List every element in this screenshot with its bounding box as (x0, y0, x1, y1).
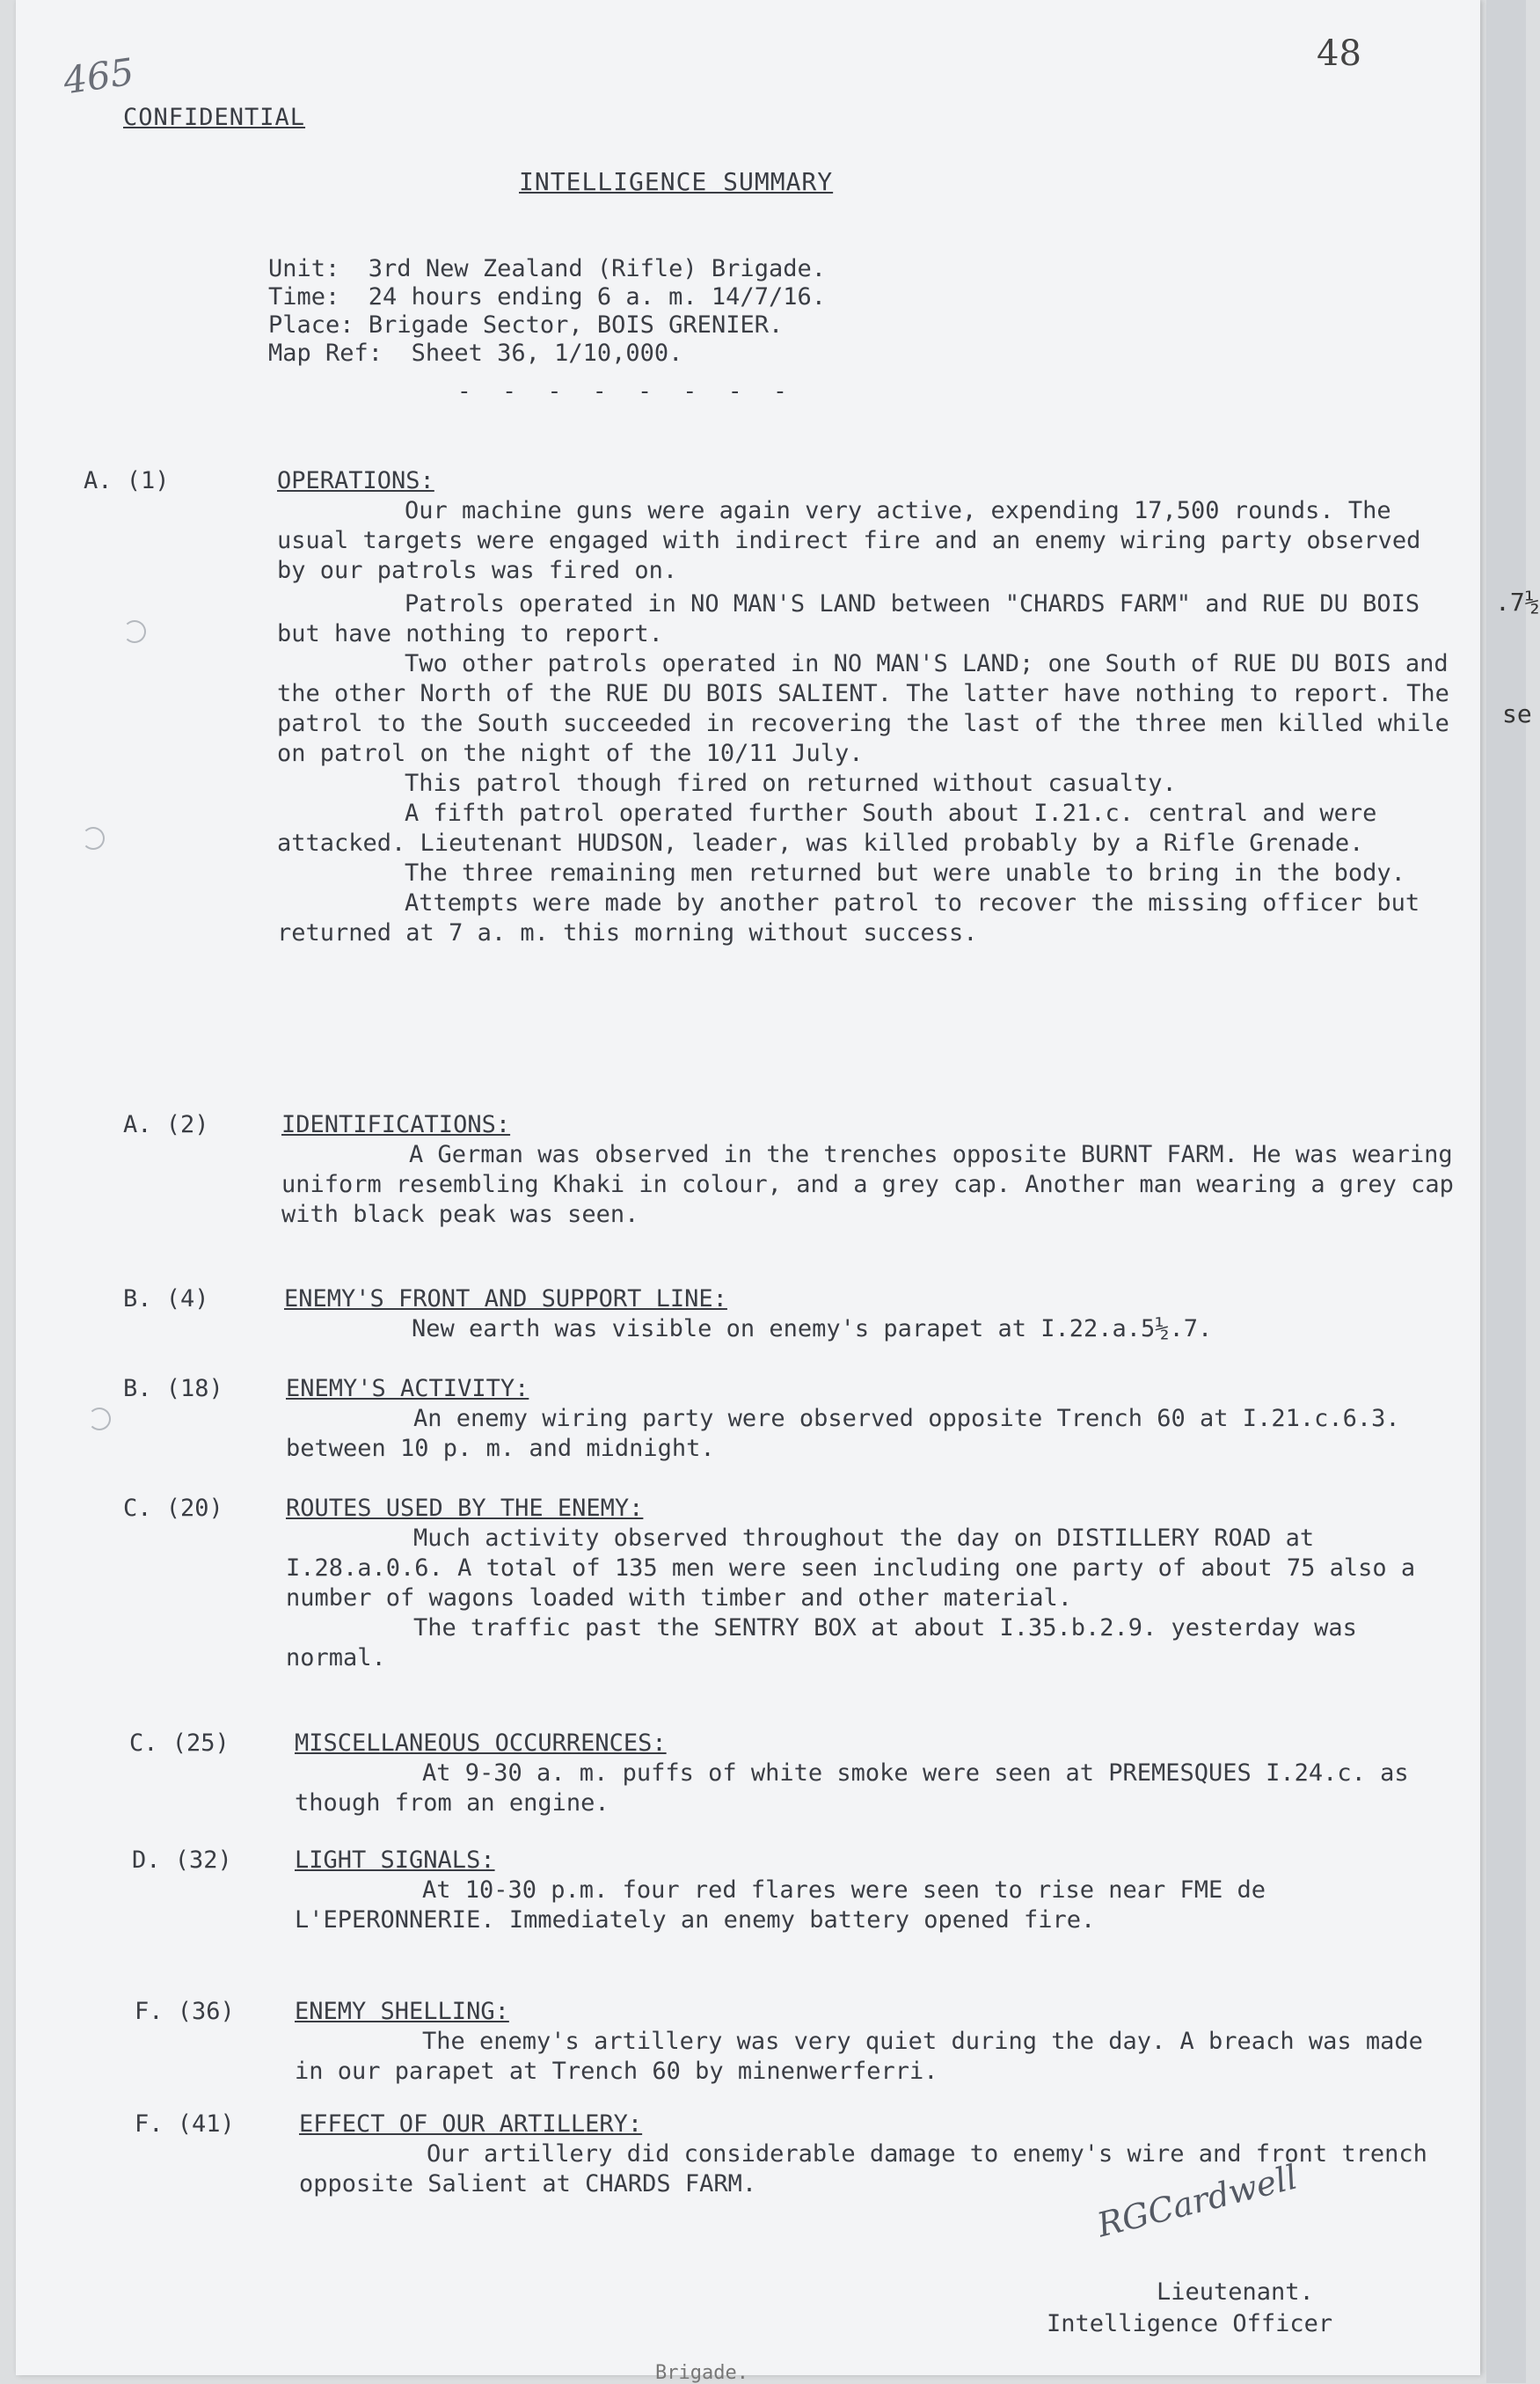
section-code: C. (25) (129, 1729, 230, 1757)
time-value: 24 hours ending 6 a. m. 14/7/16. (368, 283, 826, 311)
section-heading: OPERATIONS: (277, 467, 434, 494)
underlying-page-edge (1486, 0, 1526, 2383)
paragraph: This patrol though fired on returned without casualty. (405, 770, 1177, 797)
map-ref-label: Map Ref: (268, 340, 383, 367)
section-heading: LIGHT SIGNALS: (295, 1847, 495, 1874)
paragraph: The three remaining men returned but were unable to bring in the body. (405, 859, 1405, 887)
cut-off-footer-text: Brigade. (655, 2362, 748, 2384)
section-light-signals (84, 1846, 1456, 1935)
unit-row (268, 255, 826, 283)
section-enemy-shelling (84, 1997, 1456, 2087)
section-code: D. (32) (132, 1847, 232, 1874)
paragraph: At 10-30 p.m. four red flares were seen to rise near FME de L'EPERONNERIE. Immediately an enemy battery opened fire. (295, 1876, 1266, 1934)
signatory-rank: Lieutenant. (1157, 2278, 1314, 2306)
unit-label: Unit: (268, 255, 340, 282)
section-routes-used (84, 1494, 1456, 1673)
paragraph: Our machine guns were again very active, expending 17,500 rounds. The usual targets were engaged with indirect fire and an enemy wiring party observed by our patrols was fired on. (277, 497, 1421, 584)
section-heading: EFFECT OF OUR ARTILLERY: (299, 2110, 643, 2138)
paragraph: An enemy wiring party were observed opposite Trench 60 at I.21.c.6.3. between 10 p. m. and midnight. (286, 1405, 1400, 1462)
section-miscellaneous (84, 1729, 1456, 1818)
section-heading: ENEMY SHELLING: (295, 1998, 509, 2025)
edge-fragment-top: .7½ (1495, 588, 1540, 617)
paragraph: The enemy's artillery was very quiet during the day. A breach was made in our parapet at Trench 60 by minenwerferri. (295, 2028, 1423, 2085)
paragraph: Two other patrols operated in NO MAN'S LAND; one South of RUE DU BOIS and the other North of the RUE DU BOIS SALIENT. The latter have nothing to report. The patrol to the South succeeded in recovering the last of the three men killed while on patrol on the night of the 10/11 July. (277, 650, 1449, 767)
section-operations (84, 466, 1456, 948)
time-label: Time: (268, 283, 340, 311)
classification-stamp: CONFIDENTIAL (123, 104, 306, 131)
section-enemy-activity (84, 1374, 1456, 1464)
paragraph: At 9-30 a. m. puffs of white smoke were seen at PREMESQUES I.24.c. as though from an engine. (295, 1759, 1409, 1817)
section-code: B. (18) (123, 1375, 223, 1402)
place-label: Place: (268, 311, 354, 339)
page-number: 48 (1317, 33, 1361, 74)
paragraph: A German was observed in the trenches opposite BURNT FARM. He was wearing uniform resembling Khaki in colour, and a grey cap. Another man wearing a grey cap with black peak was seen. (281, 1141, 1454, 1228)
time-row (268, 283, 826, 311)
section-heading: ENEMY'S FRONT AND SUPPORT LINE: (284, 1285, 727, 1313)
section-code: C. (20) (123, 1495, 223, 1522)
section-code: F. (36) (135, 1998, 235, 2025)
signatory-role: Intelligence Officer (1047, 2310, 1333, 2337)
summary-header (268, 255, 826, 368)
paragraph: Patrols operated in NO MAN'S LAND between "CHARDS FARM" and RUE DU BOIS but have nothing to report. (277, 590, 1420, 647)
section-code: B. (4) (123, 1285, 209, 1313)
section-heading: IDENTIFICATIONS: (281, 1111, 511, 1138)
section-heading: ENEMY'S ACTIVITY: (286, 1375, 529, 1402)
map-ref-value: Sheet 36, 1/10,000. (411, 340, 683, 367)
handwritten-signature (1093, 2157, 1302, 2245)
place-value: Brigade Sector, BOIS GRENIER. (368, 311, 784, 339)
signature-text: RGCardwell (1093, 2157, 1302, 2245)
section-front-support-line (84, 1284, 1456, 1344)
section-heading: MISCELLANEOUS OCCURRENCES: (295, 1729, 667, 1757)
paragraph: Our artillery did considerable damage to enemy's wire and front trench opposite Salient at CHARDS FARM. (299, 2140, 1427, 2198)
document-title: INTELLIGENCE SUMMARY (519, 167, 834, 196)
section-code: F. (41) (135, 2110, 235, 2138)
paragraph: Attempts were made by another patrol to recover the missing officer but returned at 7 a. m. this morning without success. (277, 889, 1420, 947)
section-code: A. (2) (123, 1111, 209, 1138)
map-ref-row (268, 340, 826, 368)
section-code: A. (1) (84, 467, 170, 494)
paragraph: A fifth patrol operated further South about I.21.c. central and were attacked. Lieutenant HUDSON, leader, was killed probably by a Rifle Grenade. (277, 800, 1377, 857)
edge-fragment-mid: se (1502, 699, 1532, 728)
place-row (268, 311, 826, 340)
section-heading: ROUTES USED BY THE ENEMY: (286, 1495, 644, 1522)
section-identifications (84, 1110, 1456, 1230)
unit-value: 3rd New Zealand (Rifle) Brigade. (368, 255, 826, 282)
pencil-reference-number: 465 (60, 49, 137, 103)
paragraph: The traffic past the SENTRY BOX at about I.35.b.2.9. yesterday was normal. (286, 1614, 1357, 1671)
header-separator: - - - - - - - - (457, 378, 796, 405)
paragraph: New earth was visible on enemy's parapet at I.22.a.5½.7. (412, 1315, 1213, 1342)
paragraph: Much activity observed throughout the day on DISTILLERY ROAD at I.28.a.0.6. A total of 135 men were seen including one party of about 75 also a number of wagons loaded with timber and other material. (286, 1525, 1416, 1612)
